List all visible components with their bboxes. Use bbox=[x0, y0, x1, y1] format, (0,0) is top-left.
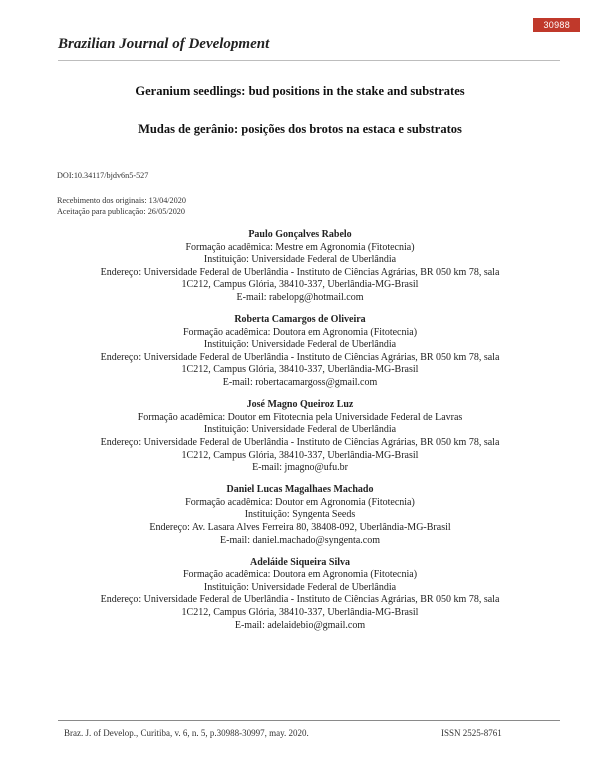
author-formation: Formação acadêmica: Doutor em Fitotecnia pela Universidade Federal de Lavras bbox=[137, 411, 463, 423]
journal-name: Brazilian Journal of Development bbox=[58, 36, 270, 52]
author-institution: Instituição: Universidade Federal de Uberlândia bbox=[203, 581, 397, 593]
author-institution: Instituição: Universidade Federal de Uberlândia bbox=[203, 339, 397, 351]
doi-text: DOI:10.34117/bjdv6n5-527 bbox=[57, 171, 149, 180]
author-block bbox=[0, 229, 600, 305]
author-email: E-mail: daniel.machado@syngenta.com bbox=[220, 534, 380, 546]
footer-divider bbox=[58, 720, 560, 721]
article-title-english: Geranium seedlings: bud positions in the stake and substrates bbox=[135, 84, 465, 98]
author-name: Paulo Gonçalves Rabelo bbox=[248, 229, 352, 240]
received-date: Recebimento dos originais: 13/04/2020 bbox=[57, 196, 186, 205]
author-block bbox=[0, 399, 600, 475]
author-institution: Instituição: Universidade Federal de Uberlândia bbox=[203, 254, 397, 266]
author-address-line2: 1C212, Campus Glória, 38410-337, Uberlândia-MG-Brasil bbox=[181, 449, 419, 461]
author-list bbox=[0, 229, 600, 642]
author-address-line1: Endereço: Universidade Federal de Uberlândia - Instituto de Ciências Agrárias, BR 050 km 78, sala bbox=[100, 594, 500, 606]
accepted-date: Aceitação para publicação: 26/05/2020 bbox=[57, 207, 185, 216]
author-formation: Formação acadêmica: Doutor em Agronomia (Fitotecnia) bbox=[185, 496, 415, 508]
footer-issn: ISSN 2525-8761 bbox=[441, 728, 502, 738]
author-email: E-mail: robertacamargoss@gmail.com bbox=[222, 377, 378, 389]
author-name: Roberta Camargos de Oliveira bbox=[234, 314, 366, 326]
author-address-line1: Endereço: Av. Lasara Alves Ferreira 80, 38408-092, Uberlândia-MG-Brasil bbox=[149, 521, 451, 533]
author-address-line2: 1C212, Campus Glória, 38410-337, Uberlândia-MG-Brasil bbox=[181, 607, 419, 619]
author-email: E-mail: adelaidebio@gmail.com bbox=[234, 619, 366, 631]
author-email: E-mail: rabelopg@hotmail.com bbox=[236, 291, 364, 303]
author-formation: Formação acadêmica: Mestre em Agronomia (Fitotecnia) bbox=[185, 241, 415, 253]
author-block bbox=[0, 484, 600, 547]
author-formation: Formação acadêmica: Doutora em Agronomia (Fitotecnia) bbox=[182, 569, 418, 581]
author-institution: Instituição: Syngenta Seeds bbox=[244, 509, 356, 521]
article-title-portuguese: Mudas de gerânio: posições dos brotos na estaca e substratos bbox=[138, 122, 462, 136]
page-number-badge: 30988 bbox=[533, 18, 580, 32]
author-email: E-mail: jmagno@ufu.br bbox=[252, 462, 348, 474]
author-name: Daniel Lucas Magalhaes Machado bbox=[226, 484, 374, 496]
author-block bbox=[0, 557, 600, 633]
author-name: José Magno Queiroz Luz bbox=[246, 399, 354, 411]
author-address-line1: Endereço: Universidade Federal de Uberlândia - Instituto de Ciências Agrárias, BR 050 km 78, sala bbox=[100, 351, 500, 363]
header-divider bbox=[58, 60, 560, 61]
author-address-line2: 1C212, Campus Glória, 38410-337, Uberlândia-MG-Brasil bbox=[181, 279, 419, 291]
author-institution: Instituição: Universidade Federal de Uberlândia bbox=[203, 424, 397, 436]
author-name: Adeláide Siqueira Silva bbox=[249, 556, 350, 568]
author-formation: Formação acadêmica: Doutora em Agronomia (Fitotecnia) bbox=[182, 326, 418, 338]
author-block bbox=[0, 314, 600, 390]
author-address-line1: Endereço: Universidade Federal de Uberlândia - Instituto de Ciências Agrárias, BR 050 km 78, sala bbox=[100, 266, 500, 278]
author-address-line1: Endereço: Universidade Federal de Uberlândia - Instituto de Ciências Agrárias, BR 050 km 78, sala bbox=[100, 436, 500, 448]
author-address-line2: 1C212, Campus Glória, 38410-337, Uberlândia-MG-Brasil bbox=[181, 364, 419, 376]
footer-citation: Braz. J. of Develop., Curitiba, v. 6, n. 5, p.30988-30997, may. 2020. bbox=[64, 728, 309, 738]
